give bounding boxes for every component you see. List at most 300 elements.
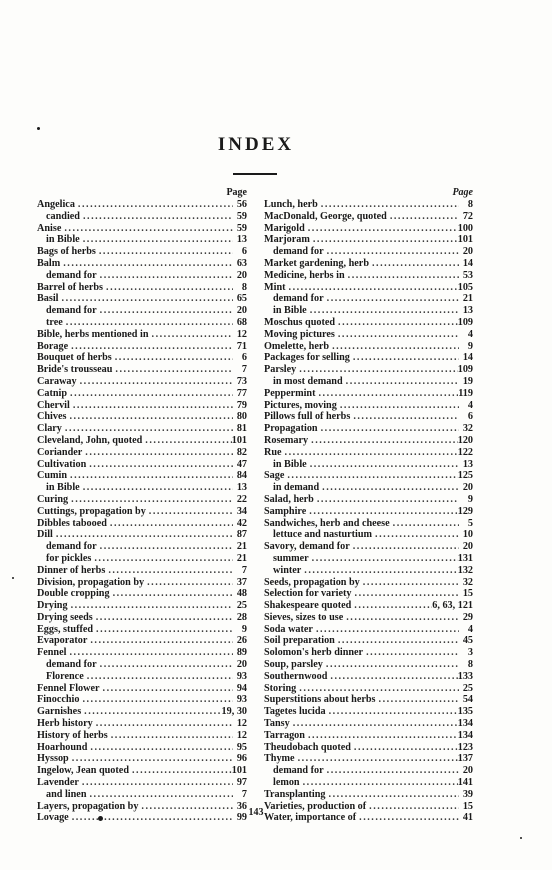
index-term: candied: [46, 210, 80, 222]
index-entry: [264, 376, 473, 388]
index-term: in Bible: [273, 458, 307, 470]
index-page-ref: 8: [467, 199, 473, 210]
index-page-ref: 59: [236, 210, 247, 222]
index-page-ref: 99: [236, 812, 247, 824]
index-page-ref: 6: [241, 352, 247, 364]
index-term: Anise: [37, 222, 62, 234]
dot-leader: [306, 506, 457, 518]
index-term: summer: [273, 552, 309, 564]
index-entry: [37, 789, 247, 801]
index-page-ref: 22: [236, 493, 247, 505]
dot-leader: [335, 317, 458, 329]
index-term: Dibbles tabooed: [37, 517, 107, 529]
index-term: Bouquet of herbs: [37, 352, 112, 364]
index-term: Ingelow, Jean quoted: [37, 765, 129, 777]
index-page-ref: 101: [231, 765, 247, 777]
index-entry: [264, 553, 473, 565]
dot-leader: [87, 742, 233, 754]
index-page-ref: 10: [462, 529, 473, 541]
dot-leader: [296, 364, 457, 376]
index-entry: [37, 317, 247, 329]
dot-leader: [53, 529, 233, 541]
index-page-ref: 15: [462, 588, 473, 600]
index-entry: [264, 694, 473, 706]
index-page-ref: 21: [462, 293, 473, 305]
dot-leader: [87, 789, 234, 801]
dot-leader: [351, 600, 432, 612]
dot-leader: [80, 211, 233, 223]
index-term: Borage: [37, 340, 69, 352]
index-entry: [37, 730, 247, 742]
dot-leader: [66, 647, 233, 659]
index-term: Fennel Flower: [37, 682, 100, 694]
index-entry: [37, 553, 247, 565]
index-term: Moving pictures: [264, 328, 335, 340]
dot-leader: [63, 317, 233, 329]
index-page-ref: 79: [236, 399, 247, 411]
index-term: Drying: [37, 600, 68, 612]
dot-leader: [324, 246, 459, 258]
index-page-ref: 9: [467, 340, 473, 352]
index-term: Hoarhound: [37, 741, 88, 753]
index-entry: [37, 706, 247, 718]
index-entry: [37, 435, 247, 447]
index-term: Clary: [37, 423, 62, 435]
index-entry: [264, 753, 473, 765]
index-term: Omelette, herb: [264, 340, 330, 352]
index-page-ref: 133: [457, 670, 473, 682]
dot-leader: [93, 624, 233, 636]
index-entry: [37, 364, 247, 376]
index-term: Barrel of herbs: [37, 281, 104, 293]
dot-leader: [313, 624, 459, 636]
index-page-ref: 20: [462, 765, 473, 777]
index-term: History of herbs: [37, 729, 108, 741]
index-entry: [37, 305, 247, 317]
index-entry: [37, 647, 247, 659]
index-term: Balm: [37, 257, 61, 269]
ink-speck: [520, 837, 522, 839]
index-page-ref: 100: [457, 222, 473, 234]
index-entry: [37, 683, 247, 695]
index-term: Samphire: [264, 505, 307, 517]
index-page-ref: 71: [236, 340, 247, 352]
index-entry: [37, 341, 247, 353]
index-entry: [37, 246, 247, 258]
index-term: Shakespeare quoted: [264, 600, 352, 612]
index-page-ref: 21: [236, 541, 247, 553]
dot-leader: [149, 329, 233, 341]
index-entries: [37, 199, 247, 824]
index-entry: [264, 246, 473, 258]
dot-leader: [80, 482, 233, 494]
index-page-ref: 42: [236, 517, 247, 529]
index-entry: [37, 211, 247, 223]
index-term: Rosemary: [264, 434, 309, 446]
index-term: demand for: [273, 293, 324, 305]
index-entry: [37, 659, 247, 671]
dot-leader: [66, 411, 233, 423]
dot-leader: [79, 694, 233, 706]
dot-leader: [93, 612, 233, 624]
index-page-ref: 109: [457, 364, 473, 376]
index-term: Angelica: [37, 199, 75, 210]
index-entry: [264, 234, 473, 246]
dot-leader: [308, 435, 458, 447]
index-page-ref: 109: [457, 316, 473, 328]
index-term: demand for: [46, 659, 97, 671]
dot-leader: [301, 565, 457, 577]
index-entry: [37, 506, 247, 518]
index-entry: [264, 683, 473, 695]
dot-leader: [352, 588, 459, 600]
dot-leader: [284, 470, 457, 482]
dot-leader: [324, 293, 459, 305]
index-page-ref: 135: [457, 706, 473, 718]
dot-leader: [309, 553, 458, 565]
dot-leader: [387, 211, 459, 223]
index-page-ref: 7: [241, 788, 247, 800]
index-term: Seeds, propagation by: [264, 576, 360, 588]
index-page-ref: 87: [236, 529, 247, 541]
index-entry: [37, 718, 247, 730]
dot-leader: [316, 388, 459, 400]
index-column-left: [37, 187, 247, 824]
index-page-ref: 4: [467, 328, 473, 340]
index-term: Southernwood: [264, 670, 328, 682]
index-entry: [264, 730, 473, 742]
index-entry: [37, 671, 247, 683]
dot-leader: [60, 258, 233, 270]
index-term: Water, importance of: [264, 812, 357, 824]
index-entry: [264, 612, 473, 624]
index-page-ref: 4: [467, 623, 473, 635]
index-entry: [264, 718, 473, 730]
dot-leader: [82, 447, 233, 459]
index-entry: [37, 518, 247, 530]
dot-leader: [62, 423, 233, 435]
index-term: Moschus quoted: [264, 316, 336, 328]
index-term: Pillows full of herbs: [264, 411, 351, 423]
index-page-ref: 93: [236, 694, 247, 706]
index-entry: [264, 470, 473, 482]
dot-leader: [87, 635, 233, 647]
index-page-ref: 56: [236, 199, 247, 210]
dot-leader: [108, 730, 233, 742]
index-page-ref: 59: [236, 222, 247, 234]
index-term: Solomon's herb dinner: [264, 647, 364, 659]
index-term: Storing: [264, 682, 297, 694]
index-term: demand for: [46, 269, 97, 281]
index-entry: [264, 588, 473, 600]
index-page-ref: 81: [236, 423, 247, 435]
dot-leader: [335, 329, 459, 341]
index-page-ref: 15: [462, 800, 473, 812]
index-term: Medicine, herbs in: [264, 269, 345, 281]
dot-leader: [97, 659, 233, 671]
index-term: Bride's trousseau: [37, 364, 113, 376]
index-entry: [264, 565, 473, 577]
dot-leader: [327, 671, 457, 683]
index-entry: [37, 411, 247, 423]
dot-leader: [97, 270, 233, 282]
index-page-ref: 47: [236, 458, 247, 470]
index-entry: [37, 270, 247, 282]
index-term: Finocchio: [37, 694, 80, 706]
index-page-ref: 73: [236, 375, 247, 387]
dot-leader: [376, 694, 459, 706]
index-page-ref: 129: [457, 505, 473, 517]
dot-leader: [318, 423, 459, 435]
index-entry: [264, 635, 473, 647]
index-page-ref: 65: [236, 293, 247, 305]
index-term: Parsley: [264, 364, 297, 376]
index-term: Tarragon: [264, 729, 305, 741]
page-column-header: Page: [226, 187, 247, 198]
dot-leader: [68, 494, 233, 506]
index-page-ref: 7: [241, 564, 247, 576]
index-entry: [37, 742, 247, 754]
index-term: Chervil: [37, 399, 70, 411]
index-page-ref: 20: [462, 246, 473, 258]
index-page-ref: 19: [462, 375, 473, 387]
index-term: and linen: [46, 788, 87, 800]
index-term: Peppermint: [264, 387, 316, 399]
index-page-ref: 132: [457, 564, 473, 576]
index-page-ref: 119: [458, 387, 473, 399]
index-entries: [264, 199, 473, 824]
index-term: in Bible: [273, 305, 307, 317]
index-entry: [37, 482, 247, 494]
index-term: MacDonald, George, quoted: [264, 210, 387, 222]
index-entry: [37, 234, 247, 246]
index-page-ref: 5: [467, 517, 473, 529]
index-term: Bags of herbs: [37, 246, 96, 258]
index-page-ref: 101: [457, 234, 473, 246]
dot-leader: [300, 777, 458, 789]
index-page-ref: 7: [241, 364, 247, 376]
dot-leader: [363, 647, 459, 659]
index-term: winter: [273, 564, 302, 576]
dot-leader: [350, 411, 459, 423]
index-entry: [264, 317, 473, 329]
index-term: in Bible: [46, 234, 80, 246]
dot-leader: [318, 199, 459, 211]
index-entry: [37, 494, 247, 506]
index-term: Division, propagation by: [37, 576, 145, 588]
dot-leader: [351, 742, 458, 754]
index-term: Selection for variety: [264, 588, 352, 600]
index-entry: [264, 659, 473, 671]
dot-leader: [337, 400, 459, 412]
index-entry: [37, 541, 247, 553]
index-entry: [37, 258, 247, 270]
dot-leader: [343, 612, 459, 624]
index-term: in Bible: [46, 482, 80, 494]
dot-leader: [305, 730, 458, 742]
index-term: Evaporator: [37, 635, 88, 647]
title-rule: [233, 173, 277, 175]
index-term: Transplanting: [264, 788, 326, 800]
dot-leader: [75, 199, 233, 211]
index-page-ref: 45: [462, 635, 473, 647]
dot-leader: [369, 258, 459, 270]
dot-leader: [290, 718, 458, 730]
index-entry: [37, 400, 247, 412]
index-term: Thyme: [264, 753, 295, 765]
index-entry: [37, 577, 247, 589]
index-term: Cumin: [37, 470, 68, 482]
index-entry: [264, 506, 473, 518]
index-page-ref: 13: [236, 234, 247, 246]
index-term: Propagation: [264, 423, 318, 435]
index-term: Superstitions about herbs: [264, 694, 376, 706]
index-page-ref: 13: [462, 458, 473, 470]
dot-leader: [307, 459, 459, 471]
index-entry: [264, 411, 473, 423]
index-page-ref: 26: [236, 635, 247, 647]
dot-leader: [91, 553, 233, 565]
index-entry: [37, 376, 247, 388]
dot-leader: [97, 541, 233, 553]
index-term: Florence: [46, 670, 84, 682]
index-term: Cuttings, propagation by: [37, 505, 146, 517]
index-entry: [37, 565, 247, 577]
index-term: Lavender: [37, 777, 79, 789]
dot-leader: [67, 388, 233, 400]
index-entry: [264, 341, 473, 353]
dot-leader: [69, 753, 233, 765]
index-term: tree: [46, 316, 63, 328]
index-page-ref: 20: [236, 305, 247, 317]
index-column-right: [264, 187, 473, 824]
index-page-ref: 32: [462, 576, 473, 588]
index-page-ref: 93: [236, 670, 247, 682]
index-page-ref: 6, 63, 121: [432, 600, 473, 612]
index-term: Dinner of herbs: [37, 564, 106, 576]
index-page-ref: 6: [467, 411, 473, 423]
index-entry: [264, 600, 473, 612]
index-page-ref: 9: [467, 493, 473, 505]
index-page-ref: 77: [236, 387, 247, 399]
index-page-ref: 29: [462, 611, 473, 623]
index-term: Lovage: [37, 812, 69, 824]
index-page-ref: 125: [457, 470, 473, 482]
index-page-ref: 134: [457, 729, 473, 741]
dot-leader: [86, 459, 233, 471]
index-entry: [37, 635, 247, 647]
index-page-ref: 4: [467, 399, 473, 411]
index-page-ref: 6: [241, 246, 247, 258]
index-entry: [37, 600, 247, 612]
page-column-header: Page: [452, 187, 473, 198]
index-term: Layers, propagation by: [37, 800, 139, 812]
index-term: Bible, herbs mentioned in: [37, 328, 149, 340]
index-term: in demand: [273, 482, 320, 494]
index-term: Lunch, herb: [264, 199, 318, 210]
index-entry: [37, 694, 247, 706]
index-entry: [264, 293, 473, 305]
ink-speck: [37, 127, 40, 130]
index-term: Theudobach quoted: [264, 741, 351, 753]
index-term: Sage: [264, 470, 285, 482]
dot-leader: [59, 293, 233, 305]
index-entry: [264, 577, 473, 589]
index-entry: [264, 305, 473, 317]
index-entry: [264, 199, 473, 211]
dot-leader: [305, 223, 458, 235]
index-entry: [264, 270, 473, 282]
index-entry: [264, 518, 473, 530]
page-number: 143: [248, 807, 264, 818]
dot-leader: [112, 364, 233, 376]
index-entry: [264, 624, 473, 636]
index-term: Coriander: [37, 446, 83, 458]
index-entry: [264, 211, 473, 223]
index-term: lettuce and nasturtium: [273, 529, 373, 541]
index-page-ref: 89: [236, 647, 247, 659]
dot-leader: [335, 635, 459, 647]
index-entry: [264, 541, 473, 553]
index-term: Marigold: [264, 222, 305, 234]
index-term: Herb history: [37, 718, 93, 730]
index-term: Soil preparation: [264, 635, 335, 647]
dot-leader: [350, 352, 459, 364]
index-entry: [264, 423, 473, 435]
index-page-ref: 19, 30: [221, 706, 247, 718]
index-entry: [37, 447, 247, 459]
index-page-ref: 97: [236, 777, 247, 789]
index-page-ref: 12: [236, 729, 247, 741]
index-page-ref: 37: [236, 576, 247, 588]
ink-speck: [98, 816, 103, 821]
index-page-ref: 20: [462, 482, 473, 494]
index-entry: [37, 777, 247, 789]
dot-leader: [68, 341, 233, 353]
index-term: for pickles: [46, 552, 92, 564]
index-page-ref: 32: [462, 423, 473, 435]
index-page-ref: 14: [462, 257, 473, 269]
dot-leader: [84, 671, 233, 683]
index-page-ref: 134: [457, 718, 473, 730]
index-page-ref: 20: [462, 541, 473, 553]
index-entry: [264, 282, 473, 294]
index-entry: [264, 647, 473, 659]
index-page-ref: 9: [241, 623, 247, 635]
dot-leader: [329, 341, 459, 353]
index-page-ref: 131: [457, 552, 473, 564]
index-entry: [264, 352, 473, 364]
index-entry: [37, 529, 247, 541]
dot-leader: [324, 765, 459, 777]
index-term: Catnip: [37, 387, 68, 399]
index-entry: [37, 588, 247, 600]
dot-leader: [144, 577, 233, 589]
dot-leader: [105, 565, 233, 577]
index-page-ref: 120: [457, 434, 473, 446]
index-entry: [264, 459, 473, 471]
dot-leader: [61, 223, 233, 235]
dot-leader: [100, 683, 233, 695]
dot-leader: [343, 376, 459, 388]
index-page-ref: 82: [236, 446, 247, 458]
index-entry: [264, 765, 473, 777]
index-entry: [37, 423, 247, 435]
index-entry: [264, 529, 473, 541]
index-term: Double cropping: [37, 588, 110, 600]
index-term: Tagetes lucida: [264, 706, 326, 718]
index-entry: [37, 199, 247, 211]
